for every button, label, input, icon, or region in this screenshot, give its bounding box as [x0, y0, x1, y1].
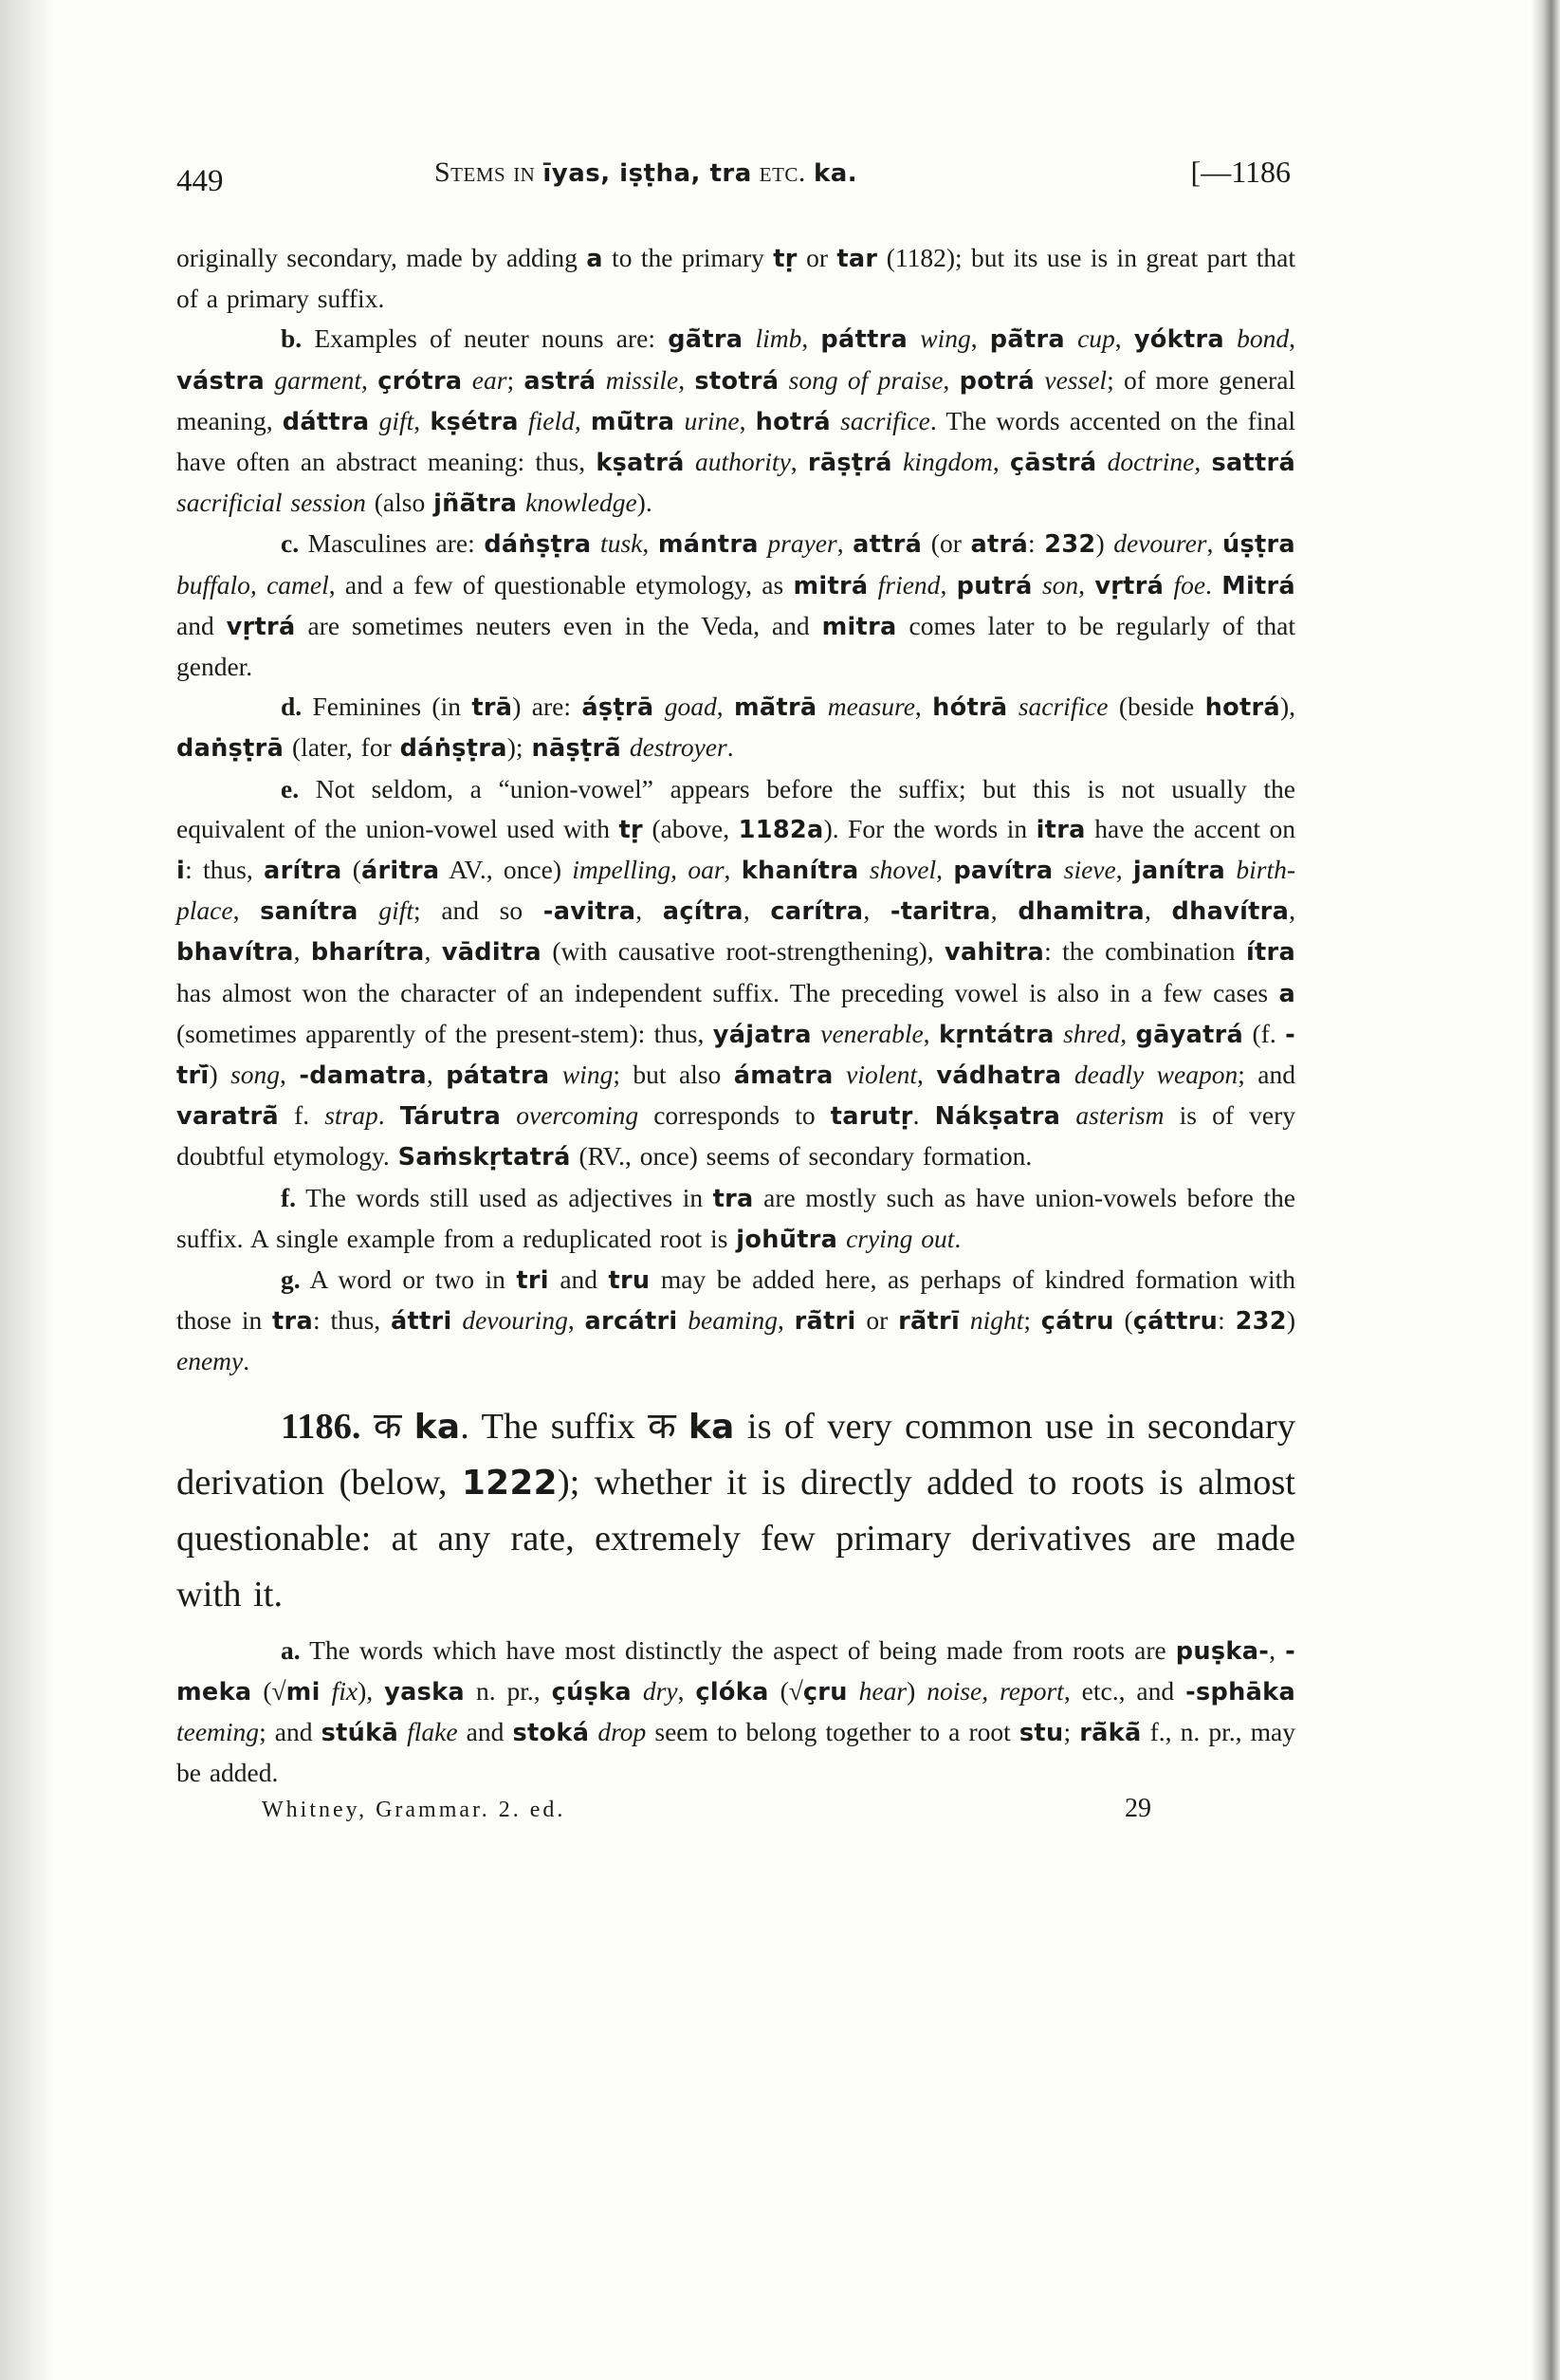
- sanskrit-form: gāyatrá: [1135, 1020, 1244, 1049]
- gloss: kingdom: [891, 447, 993, 477]
- gloss: flake: [398, 1717, 458, 1747]
- sanskrit-form: mi: [285, 1677, 321, 1707]
- sanskrit-form: Mitrá: [1221, 571, 1295, 600]
- paragraph-text: Masculines are: dáṅṣṭra tusk, mántra prayer, attrá (or atrá: 232) devourer, úṣṭra buffalo, camel, and a few of questionable etymology, as mitrá friend, putrá son, vṛtrá foe. Mitrá and vṛtrá are sometimes neuters even in the Veda, and mitra comes later to be regularly of that gender.: [176, 528, 1295, 682]
- sanskrit-form: çrótra: [377, 366, 463, 396]
- sanskrit-form: atrá: [970, 530, 1028, 560]
- sanskrit-form: mántra: [657, 530, 759, 560]
- gloss: knowledge: [517, 488, 637, 518]
- sanskrit-form: mā̆trā: [733, 693, 817, 723]
- sanskrit-form: -avitra: [542, 897, 636, 927]
- gloss: gift: [358, 895, 414, 926]
- sanskrit-form: 232: [1044, 530, 1096, 560]
- gloss: authority: [684, 447, 791, 477]
- gloss: limb: [743, 323, 802, 354]
- gloss: hear: [858, 1675, 908, 1706]
- page-header: [176, 147, 1295, 213]
- page-footer: [176, 1793, 1295, 1845]
- sanskrit-form: tri: [516, 1266, 549, 1296]
- gloss: field: [518, 405, 575, 435]
- gloss: asterism: [1060, 1100, 1165, 1131]
- running-head-suffix: ka.: [813, 159, 858, 188]
- sanskrit-form: dhavítra: [1171, 897, 1290, 927]
- sanskrit-form: pā̆tra: [989, 325, 1065, 355]
- gloss: song of praise: [779, 364, 944, 395]
- sanskrit-form: ka: [413, 1407, 461, 1447]
- paragraph-label: e.: [281, 773, 300, 803]
- gloss: birth-place: [176, 855, 1295, 926]
- sanskrit-form: dhamitra: [1018, 897, 1145, 927]
- gloss: sacrifice: [1007, 692, 1109, 722]
- paragraph-text: A word or two in tri and tru may be added here, as perhaps of kindred formation with those in tra: thus, áttri devouring, arcátri beaming, rā̆tri or rā̆trī night; çátru (çáttru: 232) enemy.: [176, 1264, 1296, 1376]
- gloss: overcoming: [501, 1100, 639, 1131]
- sanskrit-form: i: [176, 857, 186, 886]
- sanskrit-form: bharítra: [310, 938, 425, 968]
- gloss: destroyer: [621, 732, 727, 763]
- sanskrit-form: puṣka-: [1175, 1636, 1270, 1666]
- sanskrit-form: -sphāka: [1185, 1677, 1295, 1707]
- section-reference: [—1186: [1190, 155, 1291, 189]
- gloss: beaming: [677, 1305, 778, 1336]
- gloss: urine: [674, 405, 740, 435]
- gloss: gift: [369, 405, 414, 435]
- sanskrit-form: -trī̆: [176, 1020, 1296, 1091]
- paragraph-f: [176, 1178, 1295, 1260]
- section-1186: [176, 1399, 1295, 1623]
- sanskrit-form: rā̆kā̆: [1079, 1719, 1142, 1748]
- sanskrit-form: potrá: [959, 366, 1036, 396]
- sanskrit-form: dáṅṣṭra: [484, 530, 592, 560]
- gloss: friend: [868, 569, 941, 600]
- gloss: venerable: [811, 1018, 924, 1048]
- sanskrit-form: úṣṭra: [1221, 530, 1295, 560]
- sanskrit-form: hotrá: [1204, 693, 1280, 723]
- sanskrit-form: rāṣṭrá: [807, 449, 892, 478]
- gloss: devouring: [451, 1305, 568, 1336]
- sanskrit-form: pátatra: [446, 1061, 550, 1091]
- sanskrit-form: kṣétra: [430, 407, 519, 436]
- gloss: doctrine: [1096, 447, 1195, 477]
- sanskrit-form: áritra: [360, 857, 440, 886]
- sanskrit-form: tar: [836, 245, 878, 273]
- paragraph-e: [176, 769, 1295, 1178]
- sanskrit-form: stúkā: [321, 1719, 399, 1748]
- gloss: missile: [596, 364, 679, 395]
- sanskrit-form: varatrā̆: [176, 1102, 279, 1132]
- gloss: impelling, oar: [572, 855, 725, 885]
- gloss: tusk: [591, 528, 643, 559]
- sanskrit-form: tṛ: [773, 245, 798, 273]
- paragraph-b: [176, 319, 1295, 524]
- gloss: ear: [462, 364, 507, 395]
- gloss: deadly weapon: [1061, 1060, 1239, 1090]
- sanskrit-form: nāṣṭrā̆: [531, 734, 621, 764]
- gloss: buffalo, camel: [176, 569, 329, 600]
- sanskrit-form: astrá: [523, 366, 596, 396]
- gloss: drop: [589, 1717, 647, 1747]
- gloss: crying out: [837, 1223, 955, 1253]
- sanskrit-form: sattrá: [1211, 449, 1296, 478]
- sanskrit-form: çāstrá: [1009, 449, 1097, 478]
- intro-paragraph: originally secondary, made by adding a to the primary tṛ or tar (1182); but its use is in great part that of a primary suffix.: [176, 243, 1295, 314]
- sanskrit-form: stoká: [512, 1719, 590, 1748]
- paragraph-g: [176, 1260, 1295, 1382]
- gloss: wing: [908, 323, 971, 354]
- section-text: क ka. The suffix क ka is of very common use in secondary derivation (below, 1222); whether it is directly added to roots is almost questionable: at any rate, extremely few primary derivatives are made with it.: [176, 1406, 1295, 1614]
- gloss: enemy: [176, 1346, 244, 1376]
- sanskrit-form: tru: [608, 1266, 651, 1296]
- paragraph-c: [176, 524, 1295, 687]
- gloss: sacrificial session: [176, 488, 366, 518]
- sanskrit-form: hotrá: [755, 407, 831, 436]
- sanskrit-form: janítra: [1132, 857, 1226, 886]
- paragraph-label: a.: [281, 1634, 301, 1665]
- gloss: fix: [331, 1675, 358, 1706]
- paragraph-text: Examples of neuter nouns are: gā̆tra limb, páttra wing, pā̆tra cup, yóktra bond, vástra garment, çrótra ear; astrá missile, stotrá song of praise, potrá vessel; of more general meaning, dáttra gift, kṣétra field, mū̆tra urine, hotrá sacrifice. The words accented on the final have often an abstract meaning: thus, kṣatrá authority, rāṣṭrá kingdom, çāstrá doctrine, sattrá sacrificial session (also jñā̆tra knowledge).: [176, 323, 1296, 519]
- sanskrit-form: johū̆tra: [736, 1225, 838, 1254]
- sanskrit-form: tṛ: [618, 815, 643, 844]
- gloss: shred: [1054, 1018, 1121, 1048]
- sanskrit-form: gā̆tra: [668, 325, 743, 355]
- sanskrit-form: stu: [1019, 1719, 1064, 1748]
- gloss: sieve: [1053, 855, 1116, 885]
- sanskrit-form: sanítra: [260, 897, 358, 927]
- signature-line: Whitney, Grammar. 2. ed.: [262, 1797, 566, 1822]
- paragraph-d: [176, 687, 1295, 768]
- sanskrit-form: tra: [712, 1184, 754, 1213]
- gloss: shovel: [858, 855, 937, 885]
- gloss: noise, report: [927, 1675, 1064, 1706]
- sanskrit-form: -taritra: [890, 897, 991, 927]
- sanskrit-form: khanítra: [741, 857, 859, 886]
- sanskrit-form: vástra: [176, 366, 266, 396]
- sanskrit-form: ka: [688, 1407, 735, 1447]
- gloss: foe: [1164, 569, 1206, 600]
- paragraph-label: f.: [281, 1182, 297, 1212]
- sanskrit-form: kṛntátra: [938, 1020, 1055, 1049]
- running-head-forms: īyas, iṣṭha, tra: [542, 159, 752, 188]
- gloss: strap: [324, 1100, 378, 1131]
- sanskrit-form: tarutṛ: [830, 1102, 913, 1132]
- sanskrit-form: attrá: [853, 530, 923, 560]
- sanskrit-form: stotrá: [694, 366, 780, 396]
- signature-number: 29: [1125, 1793, 1151, 1823]
- running-head: [434, 157, 857, 189]
- sanskrit-form: ámatra: [733, 1061, 834, 1091]
- sanskrit-form: itra: [1036, 815, 1086, 844]
- gloss: teeming: [176, 1717, 260, 1747]
- sanskrit-form: jñā̆tra: [433, 489, 518, 519]
- sanskrit-form: -meka: [176, 1636, 1296, 1707]
- sanskrit-form: yájatra: [712, 1020, 812, 1049]
- gloss: wing: [549, 1060, 614, 1090]
- sanskrit-form: 1182a: [738, 815, 824, 844]
- sanskrit-form: mitrá: [793, 571, 869, 600]
- sanskrit-form: putrá: [956, 571, 1033, 600]
- sanskrit-form: çátru: [1040, 1307, 1114, 1337]
- sanskrit-form: Saṁskṛtatrá: [397, 1143, 571, 1172]
- gloss: violent: [833, 1060, 918, 1090]
- sanskrit-form: çru: [802, 1677, 848, 1707]
- scan-shadow-right: [1532, 0, 1560, 2380]
- paragraph-text: Feminines (in trā) are: áṣṭrā goad, mā̆trā measure, hótrā sacrifice (beside hotrá), daṅṣṭrā (later, for dáṅṣṭra); nāṣṭrā̆ destroyer.: [176, 692, 1295, 764]
- sanskrit-form: mitra: [821, 612, 897, 641]
- sanskrit-form: rā̆trī: [898, 1307, 961, 1337]
- sanskrit-form: vṛtrá: [226, 612, 296, 641]
- section-number: 1186.: [281, 1406, 361, 1447]
- sanskrit-form: dáttra: [282, 407, 370, 436]
- sanskrit-form: arcátri: [584, 1307, 678, 1337]
- sanskrit-form: kṣatrá: [596, 449, 685, 478]
- paragraph-a: [176, 1631, 1295, 1794]
- sanskrit-form: arítra: [264, 857, 342, 886]
- sanskrit-form: çlóka: [695, 1677, 769, 1707]
- sanskrit-form: Tárutra: [399, 1102, 502, 1132]
- book-page: [176, 147, 1295, 1845]
- sanskrit-form: a: [586, 245, 603, 273]
- sanskrit-form: vāditra: [441, 938, 541, 968]
- paragraph-label: g.: [281, 1264, 301, 1295]
- gloss: song: [230, 1060, 281, 1090]
- sanskrit-form: trā: [471, 693, 513, 723]
- paragraph-label: d.: [281, 692, 303, 722]
- gloss: son: [1032, 569, 1079, 600]
- gloss: bond: [1223, 323, 1290, 354]
- sanskrit-form: 232: [1235, 1307, 1287, 1337]
- sanskrit-form: vádhatra: [936, 1061, 1062, 1091]
- sanskrit-form: yaska: [384, 1677, 465, 1707]
- sanskrit-form: rā̆tri: [794, 1307, 856, 1337]
- sanskrit-form: bhavítra: [176, 938, 294, 968]
- sanskrit-form: yóktra: [1133, 325, 1224, 355]
- sanskrit-form: carítra: [770, 897, 864, 927]
- gloss: cup: [1064, 323, 1115, 354]
- page-number: 449: [176, 164, 224, 198]
- paragraph-text: The words which have most distinctly the aspect of being made from roots are puṣka-, -meka (√mi fix), yaska n. pr., çúṣka dry, çlóka (√çru hear) noise, report, etc., and -sphāka teeming; and stúkā flake and stoká drop seem to belong together to a root stu; rā̆kā̆ f., n. pr., may be added.: [176, 1634, 1296, 1788]
- gloss: garment: [265, 364, 362, 395]
- paragraph-label: b.: [281, 323, 303, 354]
- sanskrit-form: tra: [272, 1307, 314, 1337]
- sanskrit-form: çúṣka: [551, 1677, 632, 1707]
- sanskrit-form: páttra: [820, 325, 908, 355]
- sanskrit-form: 1222: [461, 1463, 558, 1503]
- running-head-prefix: Stems in: [434, 157, 536, 188]
- gloss: measure: [817, 692, 915, 722]
- sanskrit-form: a: [1278, 979, 1295, 1008]
- sanskrit-form: daṅṣṭrā: [176, 734, 284, 764]
- sanskrit-form: áṣṭrā: [581, 693, 654, 723]
- sanskrit-form: vahitra: [945, 938, 1045, 968]
- gloss: sacrifice: [830, 405, 930, 435]
- sanskrit-form: vṛtrá: [1094, 571, 1165, 600]
- sanskrit-form: mū̆tra: [590, 407, 675, 436]
- sanskrit-form: ítra: [1245, 938, 1295, 968]
- sanskrit-form: dáṅṣṭra: [399, 734, 507, 764]
- gloss: night: [960, 1305, 1024, 1336]
- scan-shadow-left: [0, 0, 55, 2380]
- gloss: goad: [653, 692, 717, 722]
- sanskrit-form: açítra: [662, 897, 743, 927]
- gloss: dry: [631, 1675, 678, 1706]
- sanskrit-form: pavítra: [953, 857, 1054, 886]
- sanskrit-form: -damatra: [299, 1061, 427, 1091]
- paragraph-text: Not seldom, a “union-vowel” appears before the suffix; but this is not usually the equivalent of the union-vowel used with tṛ (above, 1182a). For the words in itra have the accent on i: thus, arítra (áritra AV., once) impelling, oar, khanítra shovel, pavítra sieve, janítra birth-place, sanítra gift; and so -avitra, açítra, carítra, -taritra, dhamitra, dhavítra, bhavítra, bharítra, vāditra (with causative root-strengthening), vahitra: the combination ítra has almost won the character of an independent suffix. The preceding vowel is also in a few cases a (sometimes apparently of the present-stem): thus, yájatra venerable, kṛntátra shred, gāyatrá (f. -trī̆) song, -damatra, pátatra wing; but also ámatra violent, vádhatra deadly weapon; and varatrā̆ f. strap. Tárutra overcoming corresponds to tarutṛ. Nákṣatra asterism is of very doubtful etymology. Saṁskṛtatrá (RV., once) seems of secondary formation.: [176, 773, 1296, 1172]
- gloss: devourer: [1113, 528, 1207, 559]
- gloss: vessel: [1035, 364, 1108, 395]
- gloss: prayer: [758, 528, 837, 559]
- paragraph-text: The words still used as adjectives in tra are mostly such as have union-vowels before the suffix. A single example from a reduplicated root is johū̆tra crying out.: [176, 1182, 1295, 1254]
- sanskrit-form: áttri: [390, 1307, 452, 1337]
- sanskrit-form: Nákṣatra: [934, 1102, 1061, 1132]
- paragraph-label: c.: [281, 528, 300, 559]
- sanskrit-form: hótrā: [932, 693, 1008, 723]
- sanskrit-form: çáttru: [1132, 1307, 1219, 1337]
- running-head-etc: etc.: [759, 157, 806, 188]
